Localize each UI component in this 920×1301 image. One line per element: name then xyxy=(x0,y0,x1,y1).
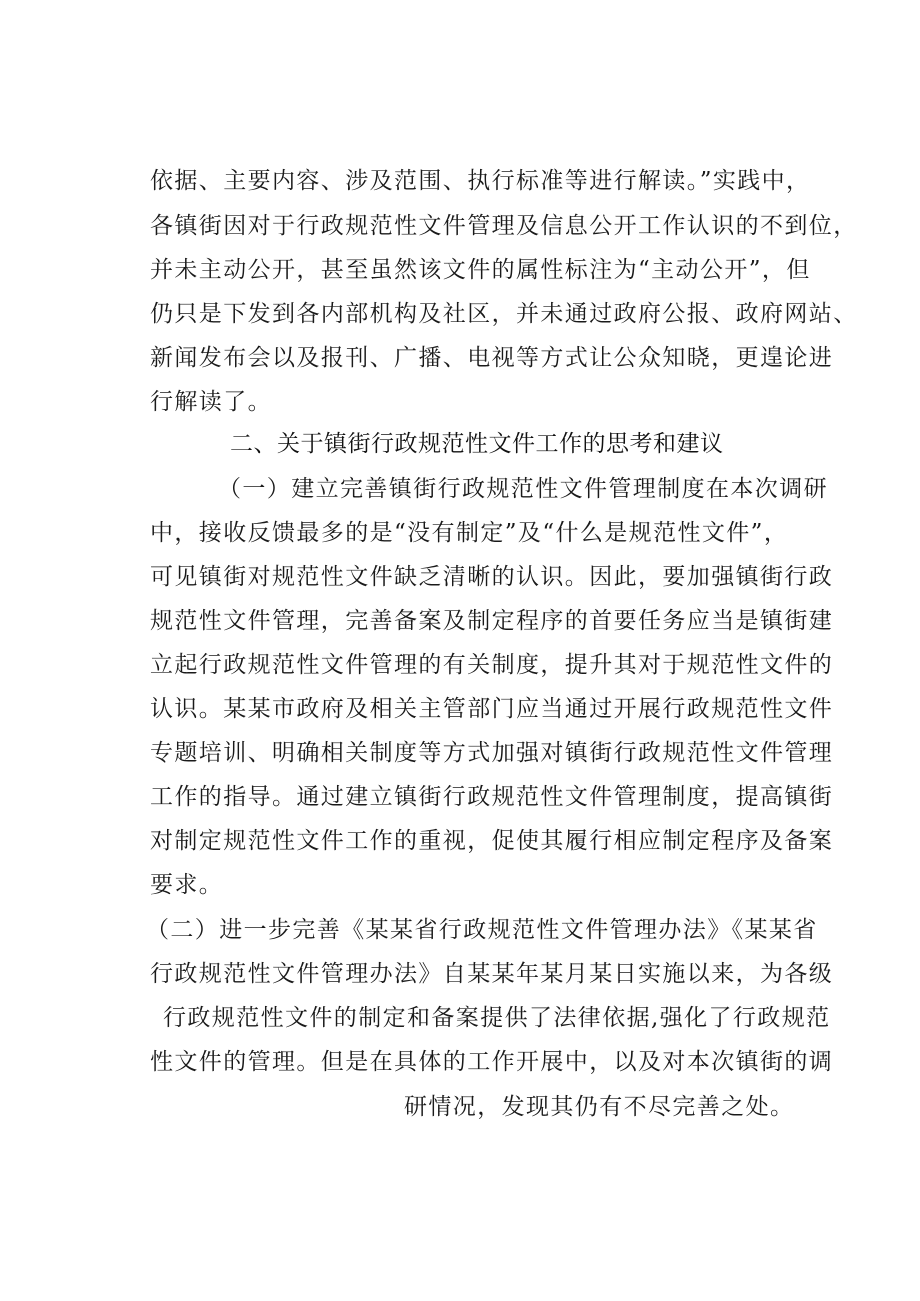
paragraph-line: 行政规范性文件的制定和备案提供了法律依据,强化了行政规范 xyxy=(163,1005,831,1031)
paragraph-line: （一）建立完善镇街行政规范性文件管理制度在本次调研 xyxy=(218,476,828,502)
paragraph-line: 各镇街因对于行政规范性文件管理及信息公开工作认识的不到位， xyxy=(150,213,858,239)
paragraph-line: 中，接收反馈最多的是“没有制定”及“什么是规范性文件”， xyxy=(150,520,789,546)
paragraph-line: 要求。 xyxy=(150,872,224,898)
paragraph-line: 认识。某某市政府及相关主管部门应当通过开展行政规范性文件 xyxy=(150,696,834,722)
paragraph-line: 工作的指导。通过建立镇街行政规范性文件管理制度，提高镇街 xyxy=(150,784,834,810)
paragraph-line: 规范性文件管理，完善备案及制定程序的首要任务应当是镇街建 xyxy=(150,608,834,634)
paragraph-line: 专题培训、明确相关制度等方式加强对镇街行政规范性文件管理 xyxy=(150,740,834,766)
paragraph-line: 行政规范性文件管理办法》自某某年某月某日实施以来，为各级 xyxy=(150,961,834,987)
paragraph-line: 研情况，发现其仍有不尽完善之处。 xyxy=(404,1094,795,1120)
paragraph-line: （二）进一步完善《某某省行政规范性文件管理办法》《某某省 xyxy=(146,917,818,943)
paragraph-line: 依据、主要内容、涉及范围、执行标准等进行解读。”实践中， xyxy=(150,168,811,194)
paragraph-line: 行解读了。 xyxy=(150,389,272,415)
section-heading: 二、关于镇街行政规范性文件工作的思考和建议 xyxy=(230,431,724,457)
paragraph-line: 新闻发布会以及报刊、广播、电视等方式让公众知晓，更遑论进 xyxy=(150,345,834,371)
paragraph-line: 对制定规范性文件工作的重视，促使其履行相应制定程序及备案 xyxy=(150,828,834,854)
paragraph-line: 性文件的管理。但是在具体的工作开展中，以及对本次镇街的调 xyxy=(150,1049,834,1075)
paragraph-line: 并未主动公开，甚至虽然该文件的属性标注为“主动公开”，但 xyxy=(150,257,811,283)
paragraph-line: 立起行政规范性文件管理的有关制度，提升其对于规范性文件的 xyxy=(150,652,834,678)
paragraph-line: 可见镇街对规范性文件缺乏清晰的认识。因此，要加强镇街行政 xyxy=(150,564,834,590)
paragraph-line: 仍只是下发到各内部机构及社区，并未通过政府公报、政府网站、 xyxy=(150,301,858,327)
